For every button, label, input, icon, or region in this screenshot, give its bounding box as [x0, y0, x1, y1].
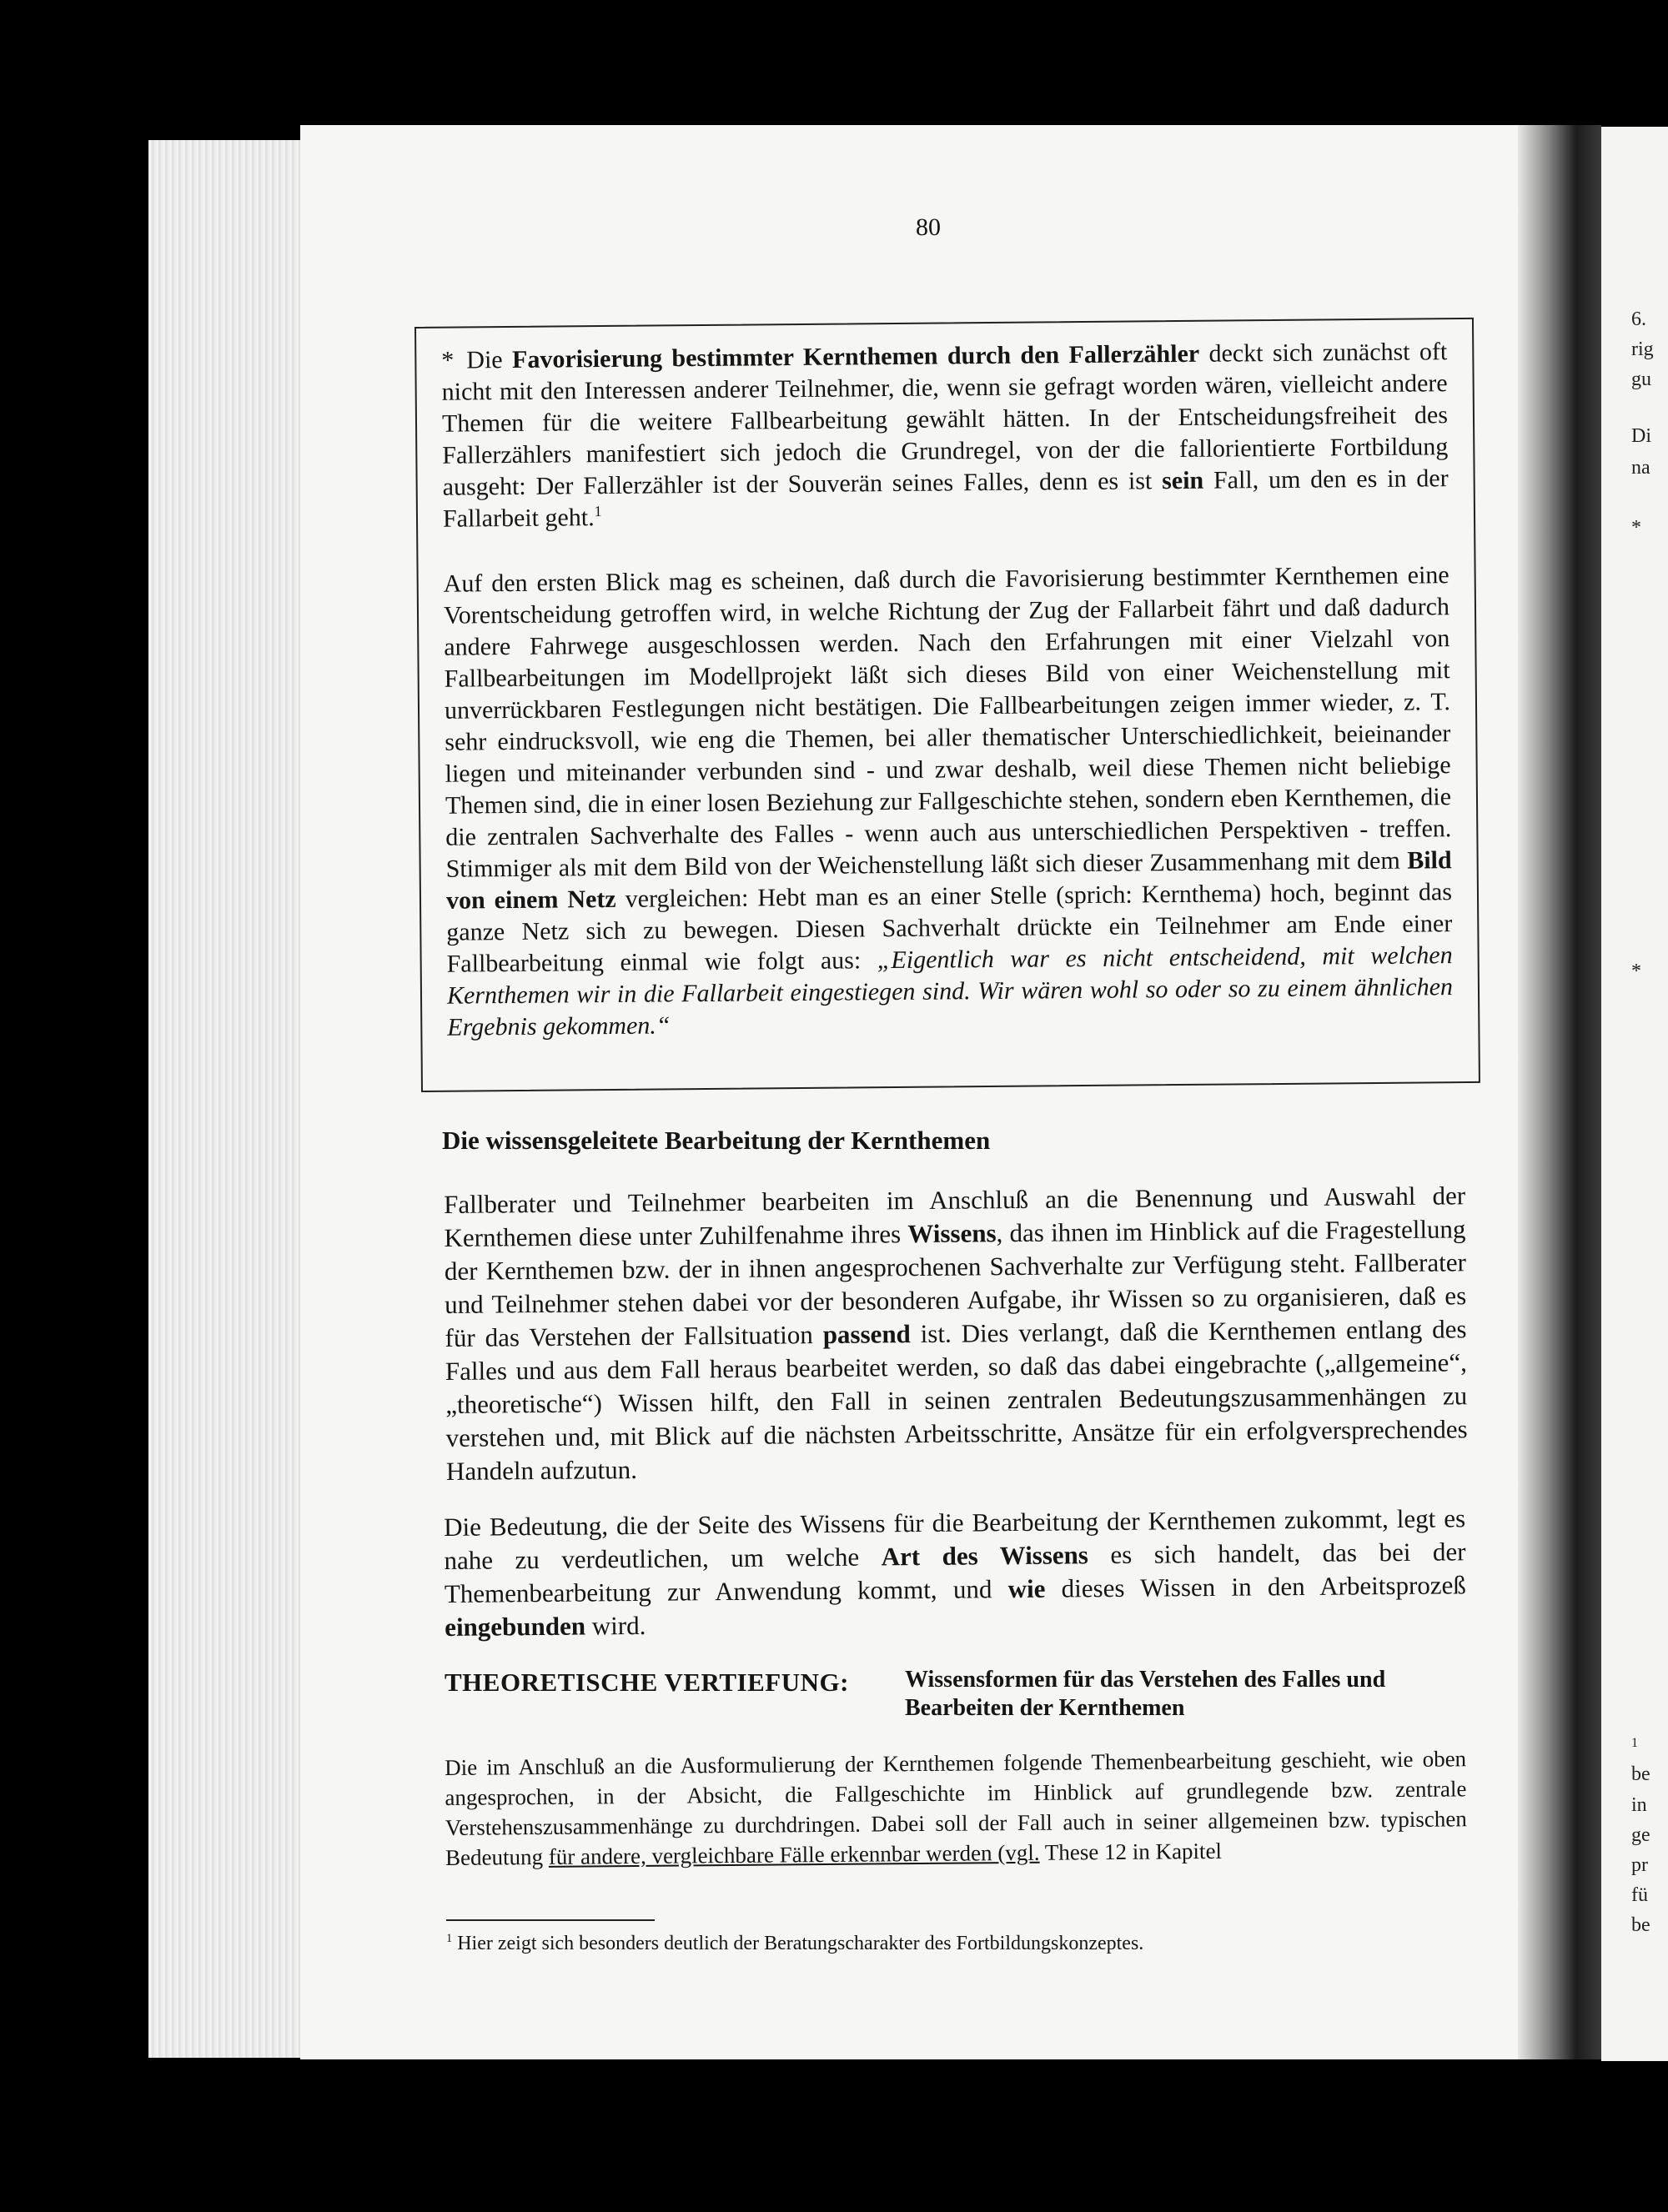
framed-text-box	[414, 318, 1480, 1092]
footnote-separator	[446, 1919, 655, 1921]
text-run: Fall, um den es in der Fallarbeit geht.	[442, 464, 1449, 533]
footnote-reference: 1	[594, 503, 602, 520]
text-run: Auf den ersten Blick mag es scheinen, daß durch die Favorisierung bestimmter Kernthemen eine Vorentscheidung getroffen wird, in welche Richtung der Zug der Fallarbeit fährt und daß dadurch andere Fahrwege ausgeschlossen werden. Nach den Erfahrungen mit einer Vielzahl von Fallbearbeitungen im Modellprojekt läßt sich dieses Bild von einer Weichenstellung mit unverrückbaren Festlegungen nicht bestätigen. Die Fallbearbeitungen zeigen immer wieder, z. T. sehr eindrucksvoll, wie eng die Themen, bei aller thematischer Unterschiedlichkeit, beieinander liegen und miteinander verbunden sind - und zwar deshalb, weil diese Themen nicht beliebige Themen sind, die in einer losen Beziehung zur Fallgeschichte stehen, sondern eben Kernthemen, die die zentralen Sachverhalte des Falles - wenn auch aus unterschiedlichen Perspektiven - treffen. Stimmiger als mit dem Bild von der Weichenstellung läßt sich dieser Zusammenhang mit dem	[443, 561, 1452, 883]
adjacent-text-fragment: fü	[1631, 1884, 1648, 1906]
adjacent-text-fragment: rig	[1631, 339, 1654, 360]
text-run: vergleichen: Hebt man es an einer Stelle (sprich: Kernthema) hoch, beginnt das ganze Netz sich zu bewegen. Diesen Sachverhalt drückte ein Teilnehmer am Ende einer Fallbearbeitung einmal wie folgt aus:	[446, 878, 1453, 978]
bold-text: Art des Wissens	[881, 1540, 1089, 1572]
footnote	[446, 1933, 1143, 1955]
adjacent-text-fragment: gu	[1631, 369, 1651, 390]
bold-text: Bild von einem Netz	[445, 846, 1452, 915]
text-run: Fallberater und Teilnehmer bearbeiten im Anschluß an die Benennung und Auswahl der Kernthemen diese unter Zuhilfenahme ihres	[444, 1181, 1466, 1252]
bold-text: Favorisierung bestimmter Kernthemen durch den Fallerzähler	[511, 339, 1200, 374]
text-run: ist. Dies verlangt, daß die Kernthemen entlang des Falles und aus dem Fall heraus bearbeitet werden, so daß das dabei eingebrachte („allgemeine“, „theoretische“) Wissen hilft, den Fall in seinen zentralen Bedeutungszusammenhängen zu verstehen und, mit Blick auf die nächsten Arbeitsschritte, Ansätze für ein erfolgversprechendes Handeln aufzutun.	[445, 1314, 1468, 1486]
quote-text: „Eigentlich war es nicht entscheidend, mit welchen Kernthemen wir in die Fallarbeit eingestiegen sind. Wir wären wohl so oder so zu einem ähnlichen Ergebnis gekommen.“	[446, 941, 1454, 1041]
text-run: es sich handelt, das bei der Themenbearbeitung zur Anwendung kommt, und	[444, 1537, 1466, 1608]
text-run: dieses Wissen in den Arbeitsprozeß	[1045, 1570, 1466, 1603]
body-paragraph-2	[444, 1502, 1466, 1644]
text-run: , das ihnen im Hinblick auf die Fragestellung der Kernthemen bzw. der in ihnen angesprochenen Sachverhalte zur Verfügung steht. Fallberater und Teilnehmer stehen dabei vor der besonderen Aufgabe, ihr Wissen so zu organisieren, daß es für das Verstehen der Fallsituation	[444, 1214, 1467, 1352]
box-paragraph-1	[441, 336, 1449, 535]
bold-text: eingebunden	[445, 1611, 586, 1642]
section-heading: Die wissensgeleitete Bearbeitung der Kernthemen	[442, 1126, 991, 1155]
adjacent-text-fragment: pr	[1631, 1854, 1648, 1876]
footnote-text: Hier zeigt sich besonders deutlich der Beratungscharakter des Fortbildungskonzeptes.	[457, 1933, 1144, 1954]
adjacent-text-fragment: be	[1631, 1914, 1650, 1936]
adjacent-text-fragment: na	[1631, 457, 1650, 479]
body-paragraph-1	[444, 1179, 1468, 1488]
bold-text: wie	[1007, 1573, 1046, 1604]
footnote-marker: 1	[446, 1932, 453, 1945]
adjacent-page	[1601, 127, 1668, 2061]
theory-paragraph	[445, 1743, 1467, 1873]
adjacent-text-fragment: Di	[1631, 425, 1651, 447]
book-spine-shadow	[1518, 125, 1601, 2059]
adjacent-text-fragment: ge	[1631, 1824, 1650, 1846]
adjacent-text-fragment: *	[1631, 517, 1641, 539]
bold-text: Wissens	[907, 1218, 997, 1249]
adjacent-text-fragment: in	[1631, 1794, 1647, 1816]
box-paragraph-2	[444, 559, 1454, 1044]
adjacent-text-fragment: 6.	[1631, 308, 1646, 330]
text-run: Die	[466, 345, 513, 374]
text-run: These 12 in Kapitel	[1039, 1838, 1223, 1865]
bold-text: passend	[822, 1319, 911, 1350]
adjacent-text-fragment: be	[1631, 1763, 1650, 1785]
text-run: Die Bedeutung, die der Seite des Wissens für die Bearbeitung der Kernthemen zukommt, legt es nahe zu verdeutlichen, um welche	[444, 1503, 1466, 1575]
adjacent-text-fragment: 1	[1631, 1736, 1638, 1750]
theory-title: Wissensformen für das Verstehen des Falles und Bearbeiten der Kernthemen	[905, 1667, 1386, 1721]
text-run: deckt sich zunächst oft nicht mit den Interessen anderer Teilnehmer, die, wenn sie gefragt worden wären, vielleicht andere Themen für die weitere Fallbearbeitung gewählt hätten. In der Entscheidungsfreiheit des Fallerzählers manifestiert sich jedoch die Grundregel, von der die fallorientierte Fortbildung ausgeht: Der Fallerzähler ist der Souverän seines Falles, denn es ist	[441, 338, 1449, 501]
text-run: Die im Anschluß an die Ausformulierung der Kernthemen folgende Themenbearbeitung geschieht, wie oben angesprochen, in der Absicht, die Fallgeschichte im Hinblick auf grundlegende bzw. zentrale Verstehenszusammenhänge zu durchdringen. Dabei soll der Fall auch in seiner allgemeinen bzw. typischen Bedeutung	[445, 1746, 1467, 1870]
bold-text: sein	[1162, 466, 1204, 495]
underlined-text: für andere, vergleichbare Fälle erkennbar werden (vgl.	[548, 1839, 1040, 1869]
page-number: 80	[916, 213, 941, 241]
theory-label: THEORETISCHE VERTIEFUNG:	[445, 1668, 849, 1697]
text-run: wird.	[585, 1610, 646, 1641]
book-page-edge	[148, 140, 315, 2058]
asterisk-marker: *	[441, 346, 455, 374]
adjacent-text-fragment: *	[1631, 961, 1641, 982]
